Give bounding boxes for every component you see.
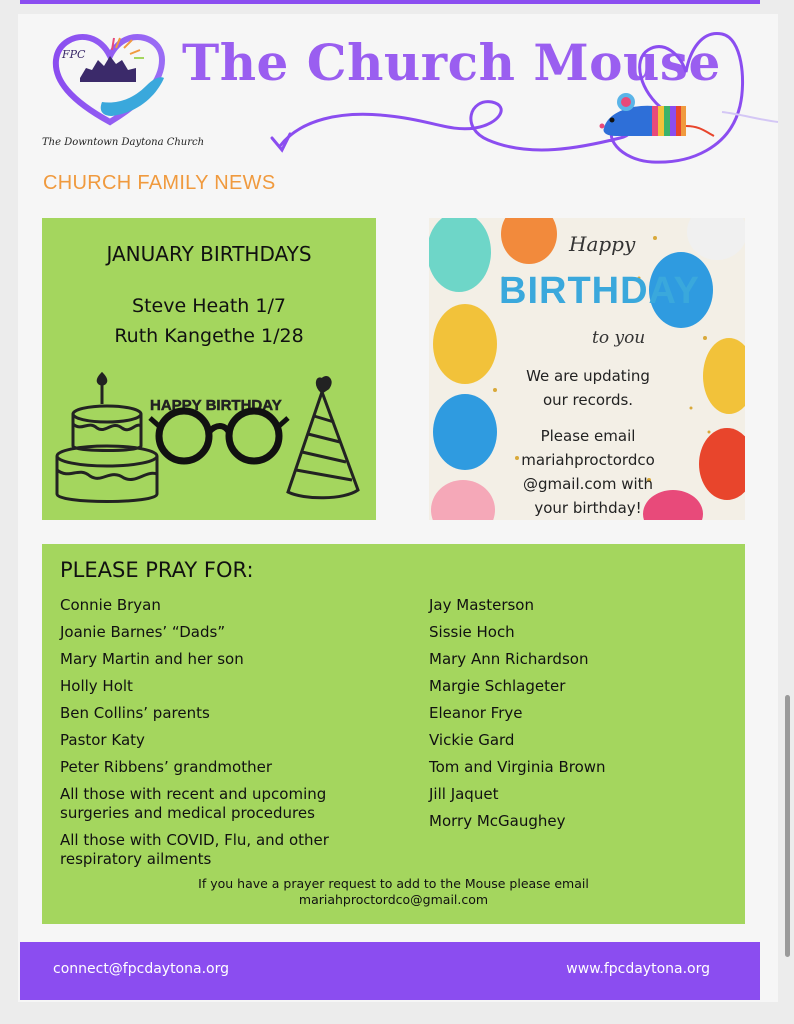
- svg-text:HAPPY BIRTHDAY: HAPPY BIRTHDAY: [150, 397, 282, 414]
- prayer-panel: [42, 544, 745, 924]
- church-tagline: The Downtown Daytona Church: [42, 137, 205, 148]
- logo-initials: FPC: [62, 48, 86, 61]
- footer-email-link[interactable]: connect@fpcdaytona.org: [53, 961, 229, 977]
- top-accent-bar: [20, 0, 760, 4]
- prayer-list-right: [429, 596, 729, 839]
- birthdays-heading: JANUARY BIRTHDAYS: [106, 242, 312, 266]
- birthday-entry: Steve Heath 1/7: [132, 295, 286, 317]
- footer-website-link[interactable]: www.fpcdaytona.org: [566, 961, 710, 977]
- striped-mouse-icon: [596, 90, 716, 150]
- party-hat-icon: [288, 378, 358, 498]
- prayer-note-email: mariahproctordco@gmail.com: [298, 892, 489, 907]
- prayer-request-note: [42, 876, 745, 908]
- card-to-you-text: to you: [592, 328, 646, 348]
- card-message-line: our records.: [542, 391, 634, 409]
- prayer-item: Mary Martin and her son: [60, 650, 244, 668]
- prayer-item: Tom and Virginia Brown: [429, 758, 606, 776]
- card-message: [493, 364, 683, 520]
- footer-bar: [20, 942, 760, 1000]
- prayer-item: Jay Masterson: [429, 596, 534, 614]
- prayer-item: Mary Ann Richardson: [429, 650, 589, 668]
- prayer-item: All those with COVID, Flu, and other respiratory ailments: [60, 831, 329, 868]
- card-happy-text: Happy: [569, 232, 636, 256]
- prayer-item: Joanie Barnes’ “Dads”: [60, 623, 226, 641]
- card-message-line: Please email: [540, 427, 636, 445]
- prayer-note-line: If you have a prayer request to add to the Mouse please email: [198, 876, 589, 891]
- prayer-heading: PLEASE PRAY FOR:: [60, 558, 254, 582]
- card-message-line: We are updating: [526, 367, 650, 385]
- prayer-item: Margie Schlageter: [429, 677, 566, 695]
- card-message-line: @gmail.com with: [522, 475, 654, 493]
- prayer-item: Connie Bryan: [60, 596, 161, 614]
- prayer-item: All those with recent and upcoming surgeries and medical procedures: [60, 785, 327, 822]
- church-logo: [50, 30, 170, 130]
- prayer-item: Sissie Hoch: [429, 623, 515, 641]
- prayer-item: Vickie Gard: [429, 731, 515, 749]
- birthday-entry: Ruth Kangethe 1/28: [114, 325, 304, 347]
- birthday-cake-icon: [57, 374, 157, 502]
- party-glasses-icon: [150, 397, 288, 461]
- prayer-item: Eleanor Frye: [429, 704, 523, 722]
- birthday-card-image: [429, 218, 745, 520]
- prayer-item: Morry McGaughey: [429, 812, 566, 830]
- prayer-item: Pastor Katy: [60, 731, 145, 749]
- prayer-item: Jill Jaquet: [429, 785, 499, 803]
- prayer-item: Ben Collins’ parents: [60, 704, 210, 722]
- newsletter-title: The Church Mouse: [182, 33, 721, 92]
- birthdays-panel: [42, 218, 376, 520]
- prayer-list-left: [60, 596, 360, 877]
- scrollbar-thumb[interactable]: [785, 695, 790, 957]
- card-birthday-text: BIRTHDAY: [499, 270, 700, 312]
- birthday-illustration: [52, 370, 372, 510]
- prayer-item: Holly Holt: [60, 677, 133, 695]
- prayer-item: Peter Ribbens’ grandmother: [60, 758, 272, 776]
- card-message-line: mariahproctordco: [521, 451, 655, 469]
- section-title: CHURCH FAMILY NEWS: [43, 172, 276, 194]
- card-message-line: your birthday!: [534, 499, 642, 517]
